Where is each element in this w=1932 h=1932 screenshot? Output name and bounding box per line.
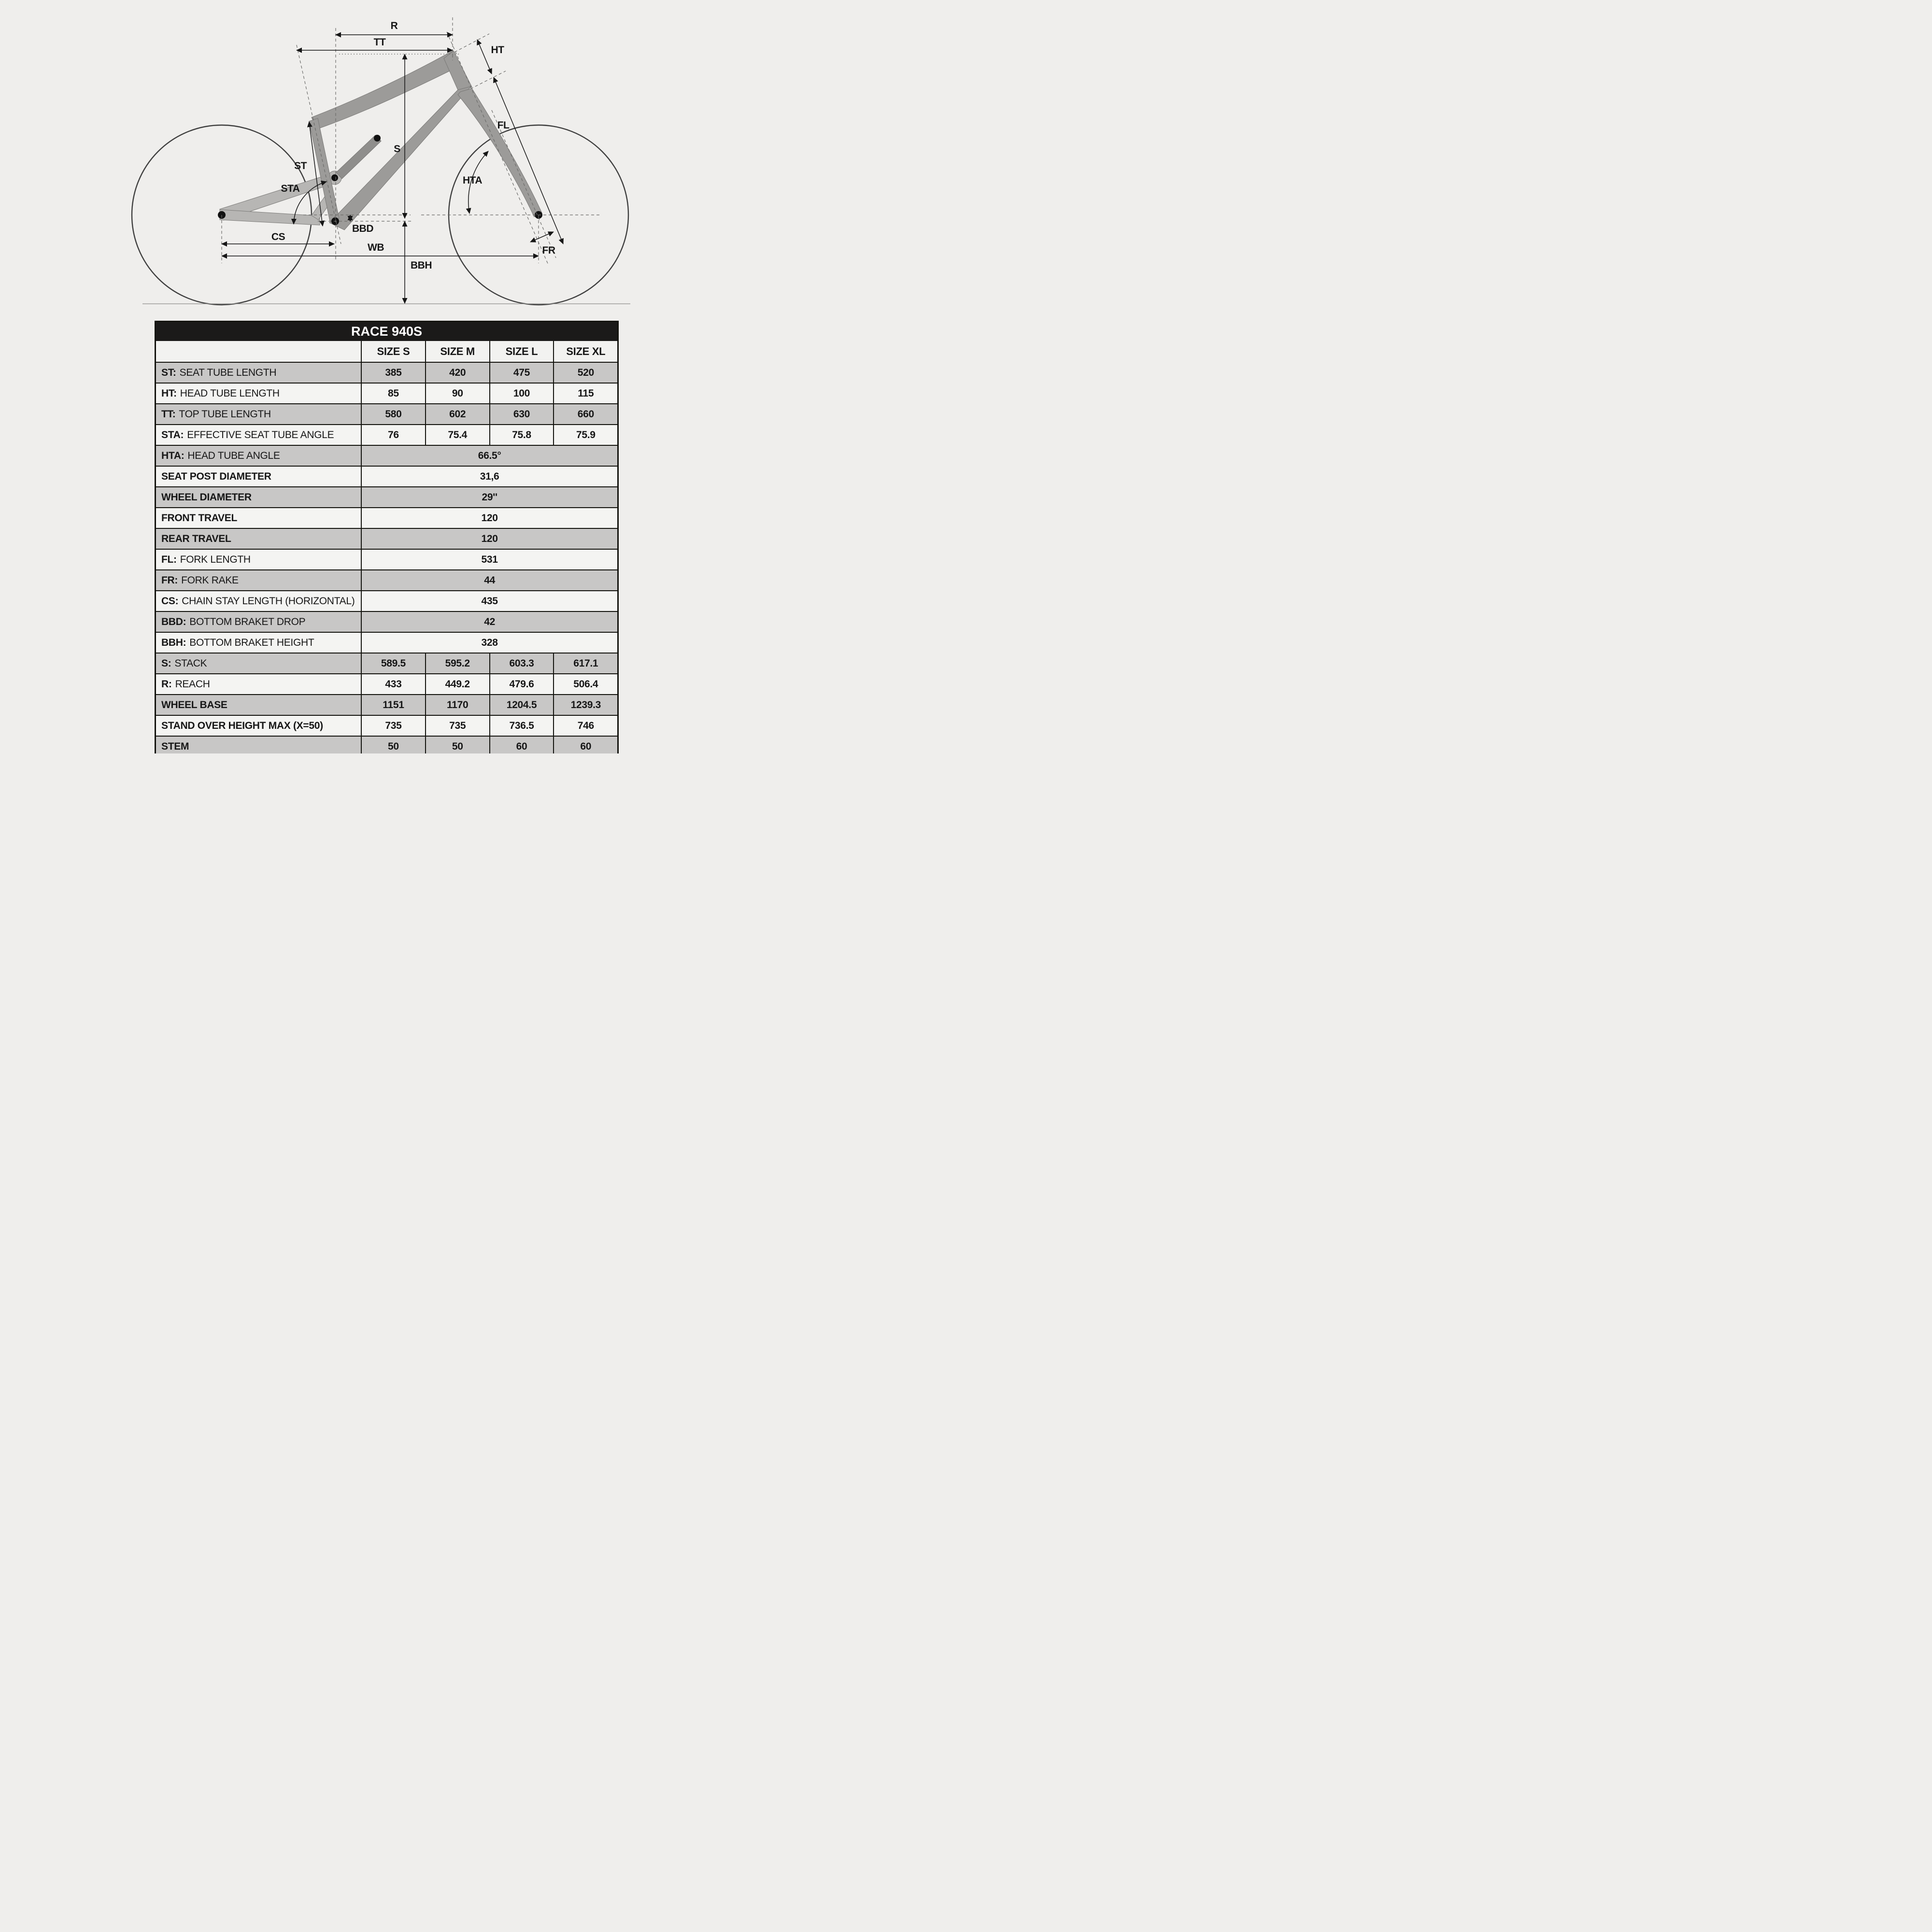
spec-label (156, 363, 361, 383)
table-row (156, 736, 617, 753)
spec-value-span: 66.5° (361, 446, 617, 466)
table-row (156, 694, 617, 715)
spec-label (156, 716, 361, 736)
spec-value: 506.4 (553, 674, 617, 694)
spec-value: 475 (489, 363, 554, 383)
spec-label-text: FRONT TRAVEL (161, 512, 237, 524)
label-fork-rake: FR (542, 245, 555, 256)
spec-value: 602 (425, 404, 489, 424)
spec-label-prefix: FL: (161, 554, 177, 565)
header-size-m: SIZE M (425, 341, 489, 362)
label-stack: S (394, 143, 400, 155)
spec-value: 75.4 (425, 425, 489, 445)
spec-label-text: STAND OVER HEIGHT MAX (X=50) (161, 720, 323, 731)
dim-fork-rake (530, 232, 554, 242)
spec-label-prefix: TT: (161, 408, 176, 420)
spec-label-text: BOTTOM BRAKET HEIGHT (189, 637, 314, 648)
spec-label-text: TOP TUBE LENGTH (179, 408, 271, 420)
spec-value: 100 (489, 384, 554, 403)
spec-label-prefix: BBD: (161, 616, 186, 627)
table-row (156, 445, 617, 466)
table-title: RACE 940S (351, 324, 423, 339)
spec-value: 90 (425, 384, 489, 403)
spec-label-text: HEAD TUBE LENGTH (180, 387, 280, 399)
spec-value: 630 (489, 404, 554, 424)
spec-label (156, 446, 361, 466)
spec-label-text: WHEEL DIAMETER (161, 491, 252, 503)
table-row (156, 466, 617, 486)
spec-label (156, 508, 361, 528)
table-row (156, 528, 617, 549)
table-row (156, 383, 617, 403)
label-bb-height: BBH (411, 260, 432, 271)
spec-value: 589.5 (361, 653, 425, 673)
spec-label (156, 467, 361, 486)
spec-label-text: REAR TRAVEL (161, 533, 231, 544)
table-row (156, 715, 617, 736)
spec-label-text: CHAIN STAY LENGTH (HORIZONTAL) (182, 595, 355, 607)
table-row (156, 363, 617, 383)
spec-value-span: 531 (361, 550, 617, 569)
table-row (156, 673, 617, 694)
spec-value: 746 (553, 716, 617, 736)
spec-label-text: FORK LENGTH (180, 554, 251, 565)
spec-value: 433 (361, 674, 425, 694)
header-size-l: SIZE L (489, 341, 554, 362)
spec-value: 85 (361, 384, 425, 403)
spec-label-prefix: STA: (161, 429, 184, 440)
spec-value: 736.5 (489, 716, 554, 736)
main-frame (309, 51, 542, 230)
spec-value-span: 120 (361, 529, 617, 549)
spec-label (156, 653, 361, 673)
spec-label-text: WHEEL BASE (161, 699, 227, 710)
dim-head-tube (477, 40, 492, 74)
spec-value: 660 (553, 404, 617, 424)
spec-label-text: HEAD TUBE ANGLE (187, 450, 280, 461)
header-size-s: SIZE S (361, 341, 425, 362)
spec-label (156, 404, 361, 424)
spec-value: 76 (361, 425, 425, 445)
table-row (156, 486, 617, 507)
spec-value: 580 (361, 404, 425, 424)
spec-label-text: FORK RAKE (181, 574, 239, 586)
spec-value: 603.3 (489, 653, 554, 673)
table-row (156, 507, 617, 528)
spec-label-text: STEM (161, 740, 189, 752)
spec-value: 385 (361, 363, 425, 383)
table-row (156, 653, 617, 673)
header-corner-cell (156, 341, 361, 362)
spec-label-prefix: S: (161, 657, 171, 669)
spec-value: 75.9 (553, 425, 617, 445)
spec-value-span: 29'' (361, 487, 617, 507)
spec-label (156, 487, 361, 507)
spec-label-text: STACK (174, 657, 207, 669)
spec-value: 60 (489, 737, 554, 753)
label-fork-length: FL (497, 120, 510, 131)
spec-value-span: 31,6 (361, 467, 617, 486)
spec-label-prefix: R: (161, 678, 172, 690)
spec-value: 595.2 (425, 653, 489, 673)
spec-value: 1204.5 (489, 695, 554, 715)
spec-value: 520 (553, 363, 617, 383)
spec-value: 60 (553, 737, 617, 753)
spec-value-span: 42 (361, 612, 617, 632)
spec-value: 1239.3 (553, 695, 617, 715)
spec-value: 735 (361, 716, 425, 736)
spec-value-span: 435 (361, 591, 617, 611)
table-row (156, 569, 617, 590)
bike-geometry-sheet (0, 0, 753, 753)
spec-label (156, 570, 361, 590)
spec-label (156, 737, 361, 753)
label-seat-tube-angle: STA (281, 183, 300, 194)
spec-label (156, 384, 361, 403)
table-row (156, 611, 617, 632)
label-head-tube: HT (491, 44, 504, 56)
spec-label-prefix: ST: (161, 367, 176, 378)
label-head-tube-angle: HTA (462, 175, 483, 186)
spec-table (155, 321, 619, 753)
spec-label-prefix: CS: (161, 595, 179, 607)
spec-label-text: EFFECTIVE SEAT TUBE ANGLE (187, 429, 334, 440)
spec-value: 50 (425, 737, 489, 753)
label-wheel-base: WB (368, 242, 384, 253)
table-row (156, 632, 617, 653)
spec-label (156, 529, 361, 549)
spec-value: 617.1 (553, 653, 617, 673)
table-row (156, 590, 617, 611)
spec-value: 115 (553, 384, 617, 403)
header-size-xl: SIZE XL (553, 341, 617, 362)
geometry-diagram (0, 0, 753, 319)
spec-label (156, 633, 361, 653)
spec-label-prefix: FR: (161, 574, 178, 586)
label-top-tube: TT (373, 37, 386, 48)
spec-value: 75.8 (489, 425, 554, 445)
spec-label-prefix: HTA: (161, 450, 185, 461)
spec-value: 420 (425, 363, 489, 383)
spec-label (156, 591, 361, 611)
table-header-row (156, 341, 617, 363)
spec-label (156, 550, 361, 569)
spec-label-text: REACH (175, 678, 210, 690)
spec-label-prefix: HT: (161, 387, 177, 399)
spec-value: 1151 (361, 695, 425, 715)
table-title-bar (156, 322, 617, 341)
spec-label-text: BOTTOM BRAKET DROP (189, 616, 306, 627)
spec-label-prefix: BBH: (161, 637, 186, 648)
spec-value: 735 (425, 716, 489, 736)
table-body (156, 363, 617, 753)
spec-value-span: 44 (361, 570, 617, 590)
label-reach: R (390, 20, 398, 31)
label-bb-drop: BBD (352, 223, 373, 234)
spec-value: 1170 (425, 695, 489, 715)
label-chain-stay: CS (271, 231, 285, 242)
spec-value: 479.6 (489, 674, 554, 694)
spec-value-span: 120 (361, 508, 617, 528)
spec-label (156, 425, 361, 445)
spec-label (156, 695, 361, 715)
table-row (156, 549, 617, 569)
spec-label-text: SEAT TUBE LENGTH (179, 367, 277, 378)
table-row (156, 403, 617, 424)
spec-label-text: SEAT POST DIAMETER (161, 470, 271, 482)
spec-label (156, 674, 361, 694)
table-row (156, 424, 617, 445)
spec-label (156, 612, 361, 632)
spec-value-span: 328 (361, 633, 617, 653)
spec-value: 449.2 (425, 674, 489, 694)
label-seat-tube: ST (294, 160, 307, 171)
spec-value: 50 (361, 737, 425, 753)
